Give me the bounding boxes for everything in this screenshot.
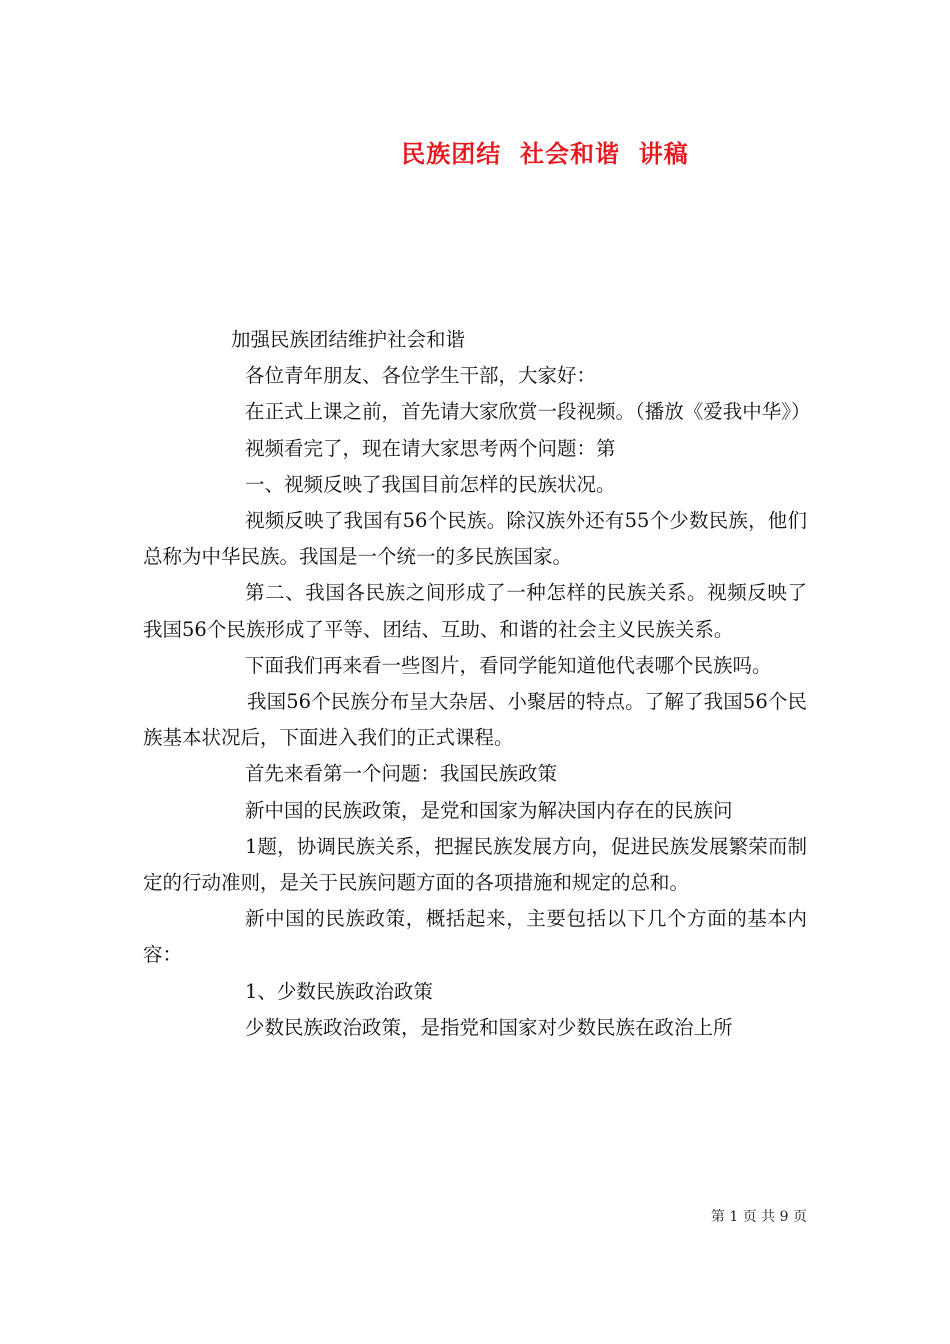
paragraph-video-intro: 在正式上课之前，首先请大家欣赏一段视频。（播放《爱我中华》） (245, 400, 811, 424)
paragraph-question-one: 一、视频反映了我国目前怎样的民族状况。 (245, 472, 616, 496)
paragraph-policy-intro: 新中国的民族政策，是党和国家为解决国内存在的民族问 (245, 798, 733, 822)
paragraph-first-topic: 首先来看第一个问题：我国民族政策 (245, 762, 558, 786)
paragraph-pictures: 下面我们再来看一些图片，看同学能知道他代表哪个民族吗。 (245, 653, 772, 677)
paragraph-policy-summary: 新中国的民族政策，概括起来，主要包括以下几个方面的基本内容： (143, 907, 807, 967)
page-number: 第 1 页 共 9 页 (710, 1209, 807, 1225)
paragraph-policy-definition: 1题，协调民族关系，把握民族发展方向，促进民族发展繁荣而制定的行动准则，是关于民族问题方面的各项措施和规定的总和。 (143, 834, 807, 895)
paragraph-subtitle: 加强民族团结维护社会和谐 (231, 328, 466, 351)
paragraph-question-two: 第二、我国各民族之间形成了一种怎样的民族关系。视频反映了我国56个民族形成了平等、团结、互助、和谐的社会主义民族关系。 (143, 581, 807, 641)
paragraph-two-questions: 视频看完了，现在请大家思考两个问题：第 (245, 436, 616, 460)
paragraph-political-policy: 少数民族政治政策，是指党和国家对少数民族在政治上所 (245, 1015, 733, 1039)
paragraph-distribution: 我国56个民族分布呈大杂居、小聚居的特点。了解了我国56个民族基本状况后，下面进入我们的正式课程。 (143, 690, 807, 750)
paragraph-greeting: 各位青年朋友、各位学生干部，大家好： (245, 364, 597, 388)
paragraph-section-heading: 1、少数民族政治政策 (245, 979, 433, 1003)
document-body (143, 322, 811, 1046)
document-title: 民族团结 社会和谐 讲稿 (401, 139, 689, 168)
paragraph-answer-one: 视频反映了我国有56个民族。除汉族外还有55个少数民族，他们总称为中华民族。我国是一个统一的多民族国家。 (143, 509, 807, 569)
